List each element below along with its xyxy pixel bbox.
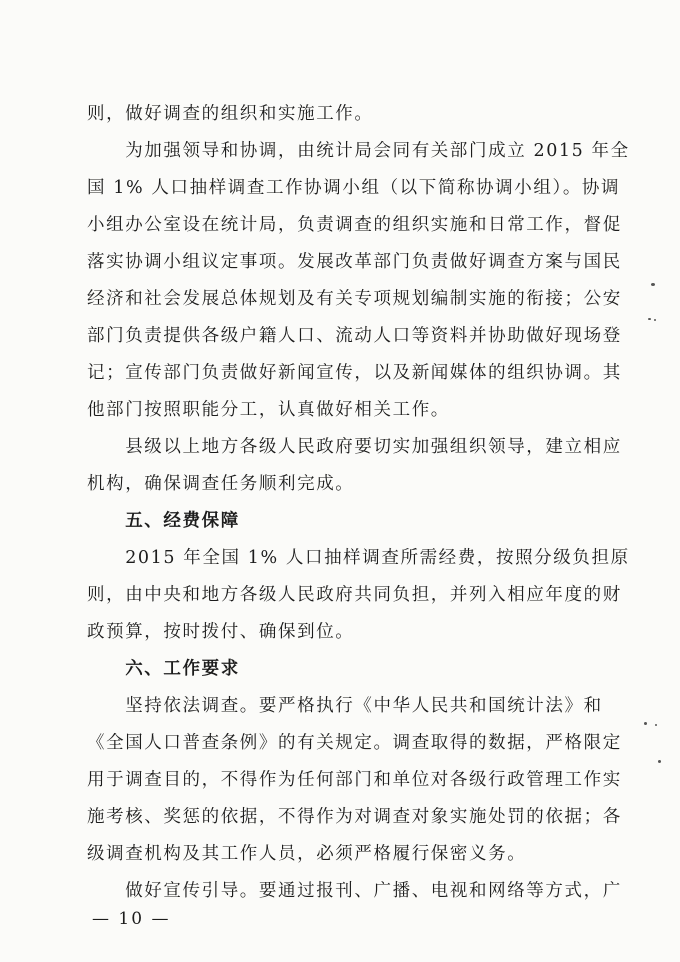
text-line: 小组办公室设在统计局，负责调查的组织实施和日常工作，督促	[87, 215, 622, 235]
scan-speck	[658, 760, 661, 763]
text-line: 国 1% 人口抽样调查工作协调小组（以下简称协调小组）。协调	[87, 178, 621, 198]
scan-speck	[651, 283, 655, 286]
text-line: 落实协调小组议定事项。发展改革部门负责做好调查方案与国民	[87, 252, 622, 272]
text-line: 用于调查目的，不得作为任何部门和单位对各级行政管理工作实	[87, 770, 622, 790]
text-line: 为加强领导和协调，由统计局会同有关部门成立 2015 年全	[87, 141, 630, 161]
text-line: 政预算，按时拨付、确保到位。	[87, 622, 355, 642]
text-line: 施考核、奖惩的依据，不得作为对调查对象实施处罚的依据；各	[87, 807, 622, 827]
scan-speck	[648, 318, 651, 320]
text-line: 则，由中央和地方各级人民政府共同负担，并列入相应年度的财	[87, 585, 622, 605]
text-line: 县级以上地方各级人民政府要切实加强组织领导，建立相应	[87, 437, 622, 457]
scan-speck	[644, 722, 647, 725]
section-heading: 五、经费保障	[87, 511, 240, 531]
text-line: 经济和社会发展总体规划及有关专项规划编制实施的衔接；公安	[87, 289, 622, 309]
scan-speck	[655, 724, 657, 726]
page-number: — 10 —	[92, 909, 171, 929]
text-line: 机构，确保调查任务顺利完成。	[87, 474, 355, 494]
text-line: 做好宣传引导。要通过报刊、广播、电视和网络等方式，广	[87, 881, 622, 901]
text-line: 级调查机构及其工作人员，必须严格履行保密义务。	[87, 844, 527, 864]
text-line: 他部门按照职能分工，认真做好相关工作。	[87, 400, 450, 420]
text-line: 2015 年全国 1% 人口抽样调查所需经费，按照分级负担原	[87, 548, 630, 568]
text-line: 《全国人口普查条例》的有关规定。调查取得的数据，严格限定	[87, 733, 622, 753]
text-line: 坚持依法调查。要严格执行《中华人民共和国统计法》和	[87, 696, 603, 716]
text-line: 记；宣传部门负责做好新闻宣传，以及新闻媒体的组织协调。其	[87, 363, 622, 383]
text-line: 则，做好调查的组织和实施工作。	[87, 104, 374, 124]
scan-speck	[654, 319, 656, 321]
text-line: 部门负责提供各级户籍人口、流动人口等资料并协助做好现场登	[87, 326, 622, 346]
section-heading: 六、工作要求	[87, 659, 240, 679]
